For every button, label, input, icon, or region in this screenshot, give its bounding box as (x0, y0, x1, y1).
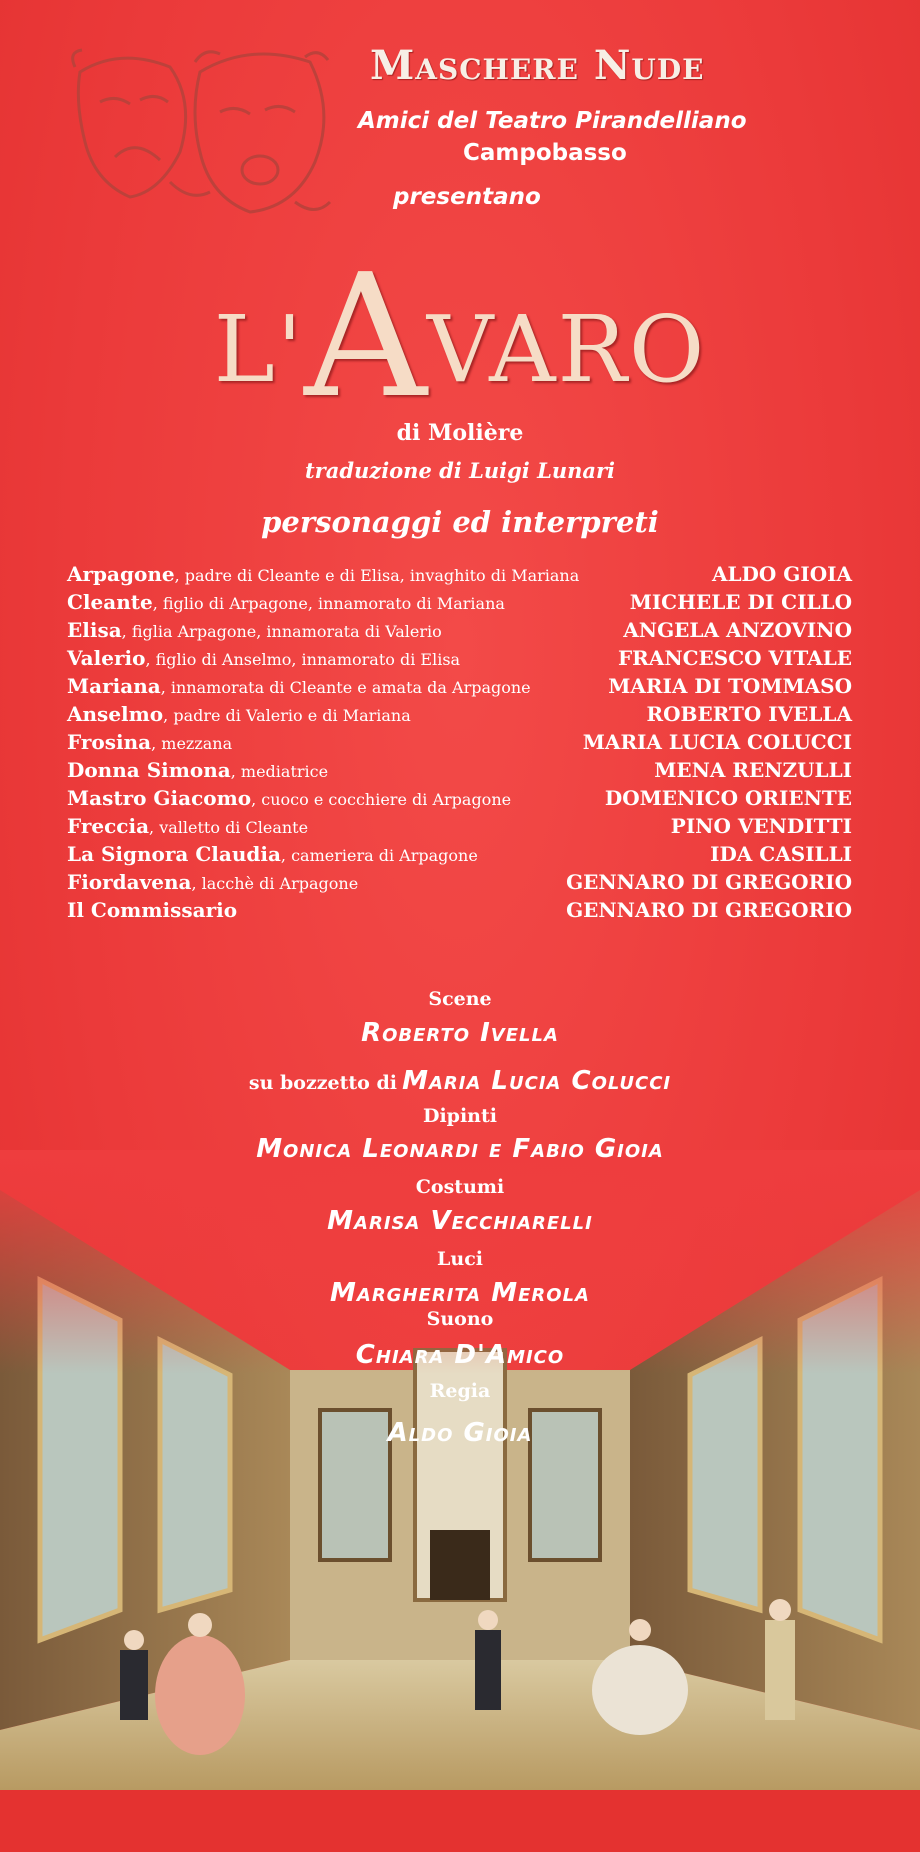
character-name: Cleante (67, 590, 153, 614)
sound-designer: Chiara D'Amico (355, 1340, 565, 1370)
actor-name: PINO VENDITTI (670, 814, 852, 838)
lights-label: Luci (437, 1248, 483, 1270)
theatre-masks-icon (60, 42, 340, 222)
actor-name: FRANCESCO VITALE (617, 646, 852, 670)
cast-row (67, 702, 852, 730)
city-name: Campobasso (463, 140, 627, 166)
paintings-label: Dipinti (422, 1105, 497, 1127)
character-description: , padre di Valerio e di Mariana (163, 706, 411, 725)
cast-row (67, 562, 852, 590)
character-name: Frosina (67, 730, 152, 754)
presents-text: presentano (393, 184, 541, 210)
actor-name: GENNARO DI GREGORIO (566, 870, 852, 894)
character-name: Mastro Giacomo (67, 786, 252, 810)
cast-row (67, 674, 852, 702)
character-name: Anselmo (67, 702, 164, 726)
association-name: Amici del Teatro Pirandelliano (358, 108, 747, 134)
actor-name: IDA CASILLI (710, 842, 852, 866)
troupe-name: Maschere Nude (370, 42, 705, 89)
character-description: , valletto di Cleante (149, 818, 309, 837)
character-description: , mediatrice (230, 762, 329, 781)
actor-name: DOMENICO ORIENTE (604, 786, 852, 810)
title-prefix: L' (213, 296, 305, 403)
character-name: Elisa (67, 618, 122, 642)
scene-label: Scene (428, 988, 492, 1010)
character-description: , figlio di Arpagone, innamorato di Mariana (152, 594, 505, 613)
stage-illustration (0, 1150, 920, 1790)
author: di Molière (396, 420, 524, 446)
character-description: , figlia Arpagone, innamorata di Valerio (121, 622, 442, 641)
cast-row (67, 842, 852, 870)
character-description: , cameriera di Arpagone (280, 846, 478, 865)
character-description: , padre di Cleante e di Elisa, invaghito di Mariana (174, 566, 580, 585)
actor-name: ALDO GIOIA (711, 562, 852, 586)
lighting-designer: Margherita Merola (330, 1278, 590, 1308)
bottom-band (0, 1790, 920, 1852)
cast-row (67, 646, 852, 674)
director: Aldo Gioia (387, 1418, 533, 1448)
cast-row (67, 730, 852, 758)
cast-row (67, 898, 852, 926)
character-name: La Signora Claudia (67, 842, 281, 866)
character-description: , cuoco e cocchiere di Arpagone (251, 790, 512, 809)
title-big-letter: A (304, 238, 427, 436)
direction-label: Regia (429, 1380, 491, 1402)
actor-name: GENNARO DI GREGORIO (566, 898, 852, 922)
cast-row (67, 590, 852, 618)
character-name: Mariana (67, 674, 161, 698)
character-name: Il Commissario (67, 898, 238, 922)
actor-name: ANGELA ANZOVINO (623, 618, 852, 642)
sketch-prefix: su bozzetto di (248, 1072, 397, 1094)
cast-heading: personaggi ed interpreti (261, 505, 659, 539)
sound-label: Suono (426, 1308, 494, 1330)
character-description: , lacchè di Arpagone (191, 874, 359, 893)
character-name: Fiordavena (67, 870, 192, 894)
cast-row (67, 758, 852, 786)
character-description: , innamorata di Cleante e amata da Arpagone (160, 678, 531, 697)
cast-row (67, 786, 852, 814)
actor-name: ROBERTO IVELLA (646, 702, 852, 726)
actor-name: MICHELE DI CILLO (629, 590, 852, 614)
translation-credit: traduzione di Luigi Lunari (304, 458, 616, 483)
actor-name: MARIA DI TOMMASO (608, 674, 852, 698)
cast-row (67, 618, 852, 646)
cast-list (67, 562, 852, 926)
character-name: Donna Simona (67, 758, 231, 782)
actor-name: MARIA LUCIA COLUCCI (582, 730, 852, 754)
cast-row (67, 814, 852, 842)
paintings-artists: Monica Leonardi e Fabio Gioia (256, 1134, 664, 1164)
costume-designer: Marisa Vecchiarelli (327, 1206, 593, 1236)
actor-name: MENA RENZULLI (654, 758, 852, 782)
character-description: , figlio di Anselmo, innamorato di Elisa (145, 650, 461, 669)
sketch-credit (0, 1066, 920, 1096)
character-name: Valerio (67, 646, 146, 670)
character-description: , mezzana (151, 734, 233, 753)
sketch-author: Maria Lucia Colucci (402, 1066, 672, 1096)
title-rest: VARO (426, 296, 707, 403)
costumes-label: Costumi (415, 1176, 505, 1198)
character-name: Arpagone (67, 562, 175, 586)
scene-designer: Roberto Ivella (361, 1018, 559, 1048)
cast-row (67, 870, 852, 898)
character-name: Freccia (67, 814, 150, 838)
